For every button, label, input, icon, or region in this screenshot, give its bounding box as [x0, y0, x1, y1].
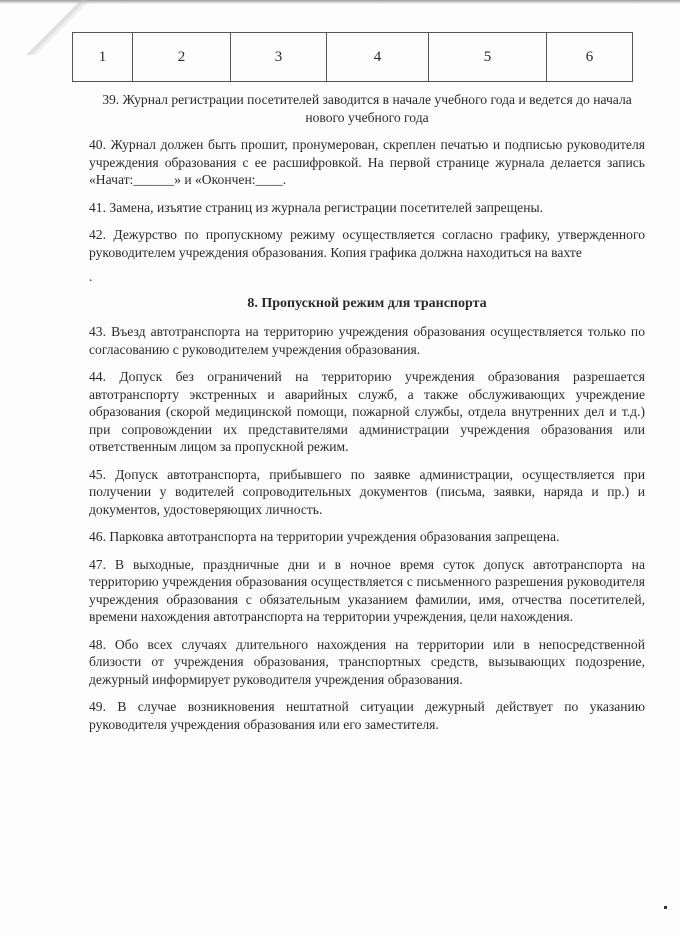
column-number-cell: 2: [133, 33, 231, 82]
section-8-heading: 8. Пропускной режим для транспорта: [247, 296, 487, 311]
document-body: [89, 91, 645, 743]
column-number-table: [72, 32, 633, 82]
scan-speck: [664, 906, 667, 909]
stray-dot: .: [89, 269, 93, 284]
paragraph-48: 48. Обо всех случаях длительного нахождения на территории или в непосредственной близости от учреждения образования, транспортных средств, вызывающих подозрение, дежурный информирует руководителя учреждения образования.: [89, 636, 645, 687]
paragraph-41: 41. Замена, изъятие страниц из журнала регистрации посетителей запрещены.: [89, 199, 544, 215]
paragraph-39: 39. Журнал регистрации посетителей заводится в начале учебного года и ведется до начала нового учебного года: [102, 92, 632, 125]
paragraph-49: 49. В случае возникновения нештатной ситуации дежурный действует по указанию руководителя учреждения образования или его заместителя.: [89, 699, 645, 732]
column-number-cell: 1: [73, 33, 133, 82]
paragraph-47: 47. В выходные, праздничные дни и в ночное время суток допуск автотранспорта на территорию учреждения образования осуществляется с письменного разрешения руководителя учреждения образования с обязательным указанием фамилии, имя, отчества посетителей, времени нахождения автотранспорта на территории учреждения, цели нахождения.: [89, 556, 645, 624]
column-number-cell: 3: [231, 33, 327, 82]
paragraph-42: 42. Дежурство по пропускному режиму осуществляется согласно графику, утвержденного руководителем учреждения образования. Копия графика должна находиться на вахте: [89, 227, 645, 260]
paragraph-46: 46. Парковка автотранспорта на территории учреждения образования запрещена.: [89, 529, 560, 544]
column-number-cell: 4: [327, 33, 429, 82]
table-row: [73, 33, 633, 82]
column-number-cell: 6: [547, 33, 633, 82]
paragraph-40: 40. Журнал должен быть прошит, пронумерован, скреплен печатью и подписью руководителя учреждения образования с ее расшифровкой. На первой странице журнала делается запись «Начат:______» и «Окончен:____.: [89, 137, 645, 187]
paragraph-44: 44. Допуск без ограничений на территорию учреждения образования разрешается автотранспорту экстренных и аварийных служб, а также обслуживающих учреждение образования (скорой медицинской помощи, пожарной службы, отдела внутренних дел и т.д.) при сопровождении их представителями администрации учреждения образования или ответственным лицом за пропускной режим.: [89, 369, 645, 454]
paragraph-45: 45. Допуск автотранспорта, прибывшего по заявке администрации, осуществляется при получении у водителей сопроводительных документов (письма, заявки, наряда и пр.) и документов, удостоверяющих личность.: [89, 466, 645, 517]
column-number-cell: 5: [429, 33, 547, 82]
paragraph-43: 43. Въезд автотранспорта на территорию учреждения образования осуществляется только по согласованию с руководителем учреждения образования.: [89, 324, 645, 357]
scan-top-edge: [0, 0, 680, 4]
